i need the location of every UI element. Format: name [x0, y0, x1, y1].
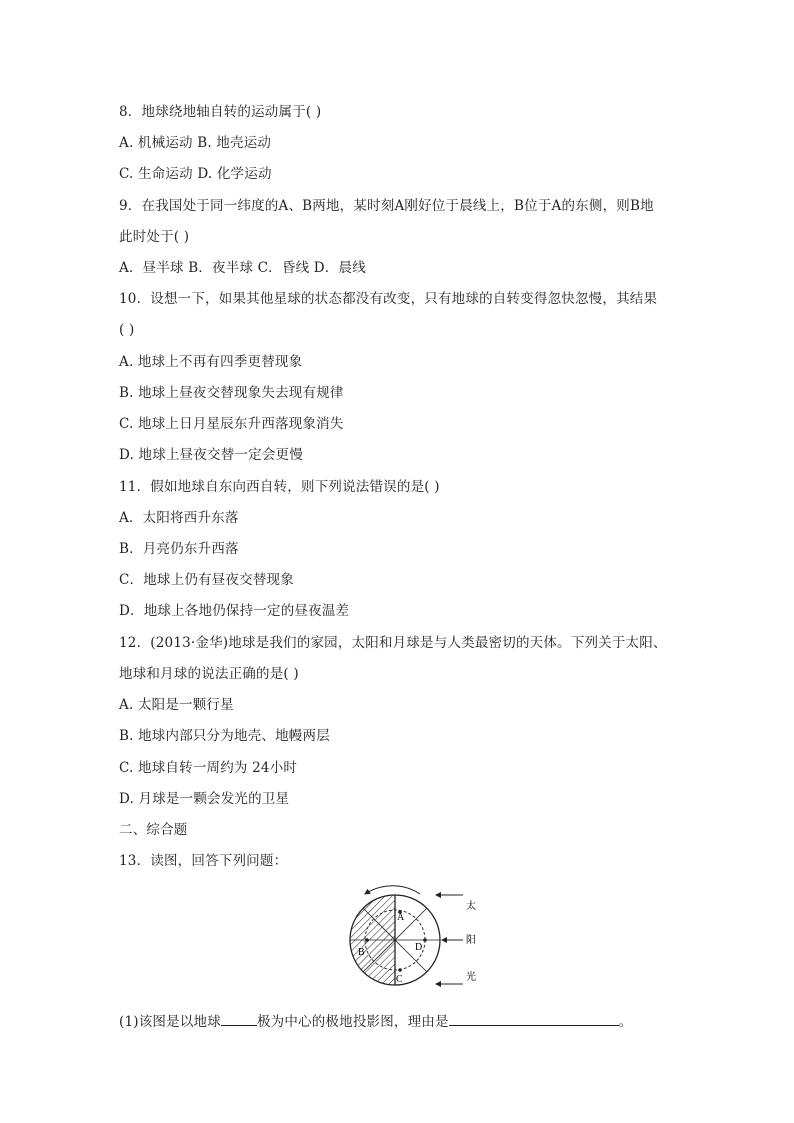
- point-c-label: C: [396, 974, 403, 985]
- question-9-stem: 9．在我国处于同一纬度的A、B两地，某时刻A刚好位于晨线上，B位于A的东侧，则B地: [119, 198, 654, 214]
- point-c-dot: [398, 968, 402, 972]
- point-d-dot: [423, 938, 427, 942]
- question-13-part-1: [119, 1013, 632, 1031]
- question-12-option-d: D. 月球是一颗会发光的卫星: [119, 791, 290, 807]
- point-a-label: A: [397, 912, 405, 923]
- question-11-option-c: C．地球上仍有昼夜交替现象: [119, 572, 294, 588]
- sun-label-3: 光: [466, 972, 476, 983]
- question-11-option-a: A．太阳将西升东落: [119, 510, 239, 526]
- section-heading: 二、综合题: [119, 822, 188, 838]
- question-9-options: A．昼半球 B．夜半球 C．昏线 D．晨线: [119, 260, 366, 276]
- question-8-options-cd: C. 生命运动 D. 化学运动: [119, 166, 272, 182]
- question-13-stem: 13．读图，回答下列问题：: [119, 853, 288, 869]
- part-1-middle: 极为中心的极地投影图，理由是: [256, 1014, 449, 1030]
- question-10-stem: 10．设想一下，如果其他星球的状态都没有改变，只有地球的自转变得忽快忽慢，其结果: [119, 291, 658, 307]
- rotation-arrow: [365, 886, 420, 894]
- question-10-option-d: D. 地球上昼夜交替一定会更慢: [119, 447, 303, 463]
- part-1-prefix: (1)该图是以地球: [119, 1014, 221, 1030]
- answer-blank-reason[interactable]: [449, 1013, 619, 1026]
- answer-blank-pole[interactable]: [221, 1013, 257, 1026]
- question-10-stem-cont: ( ): [119, 322, 135, 338]
- question-12-stem: 12．(2013·金华)地球是我们的家园，太阳和月球是与人类最密切的天体。下列关于太阳、: [119, 635, 667, 651]
- question-12-stem-cont: 地球和月球的说法正确的是( ): [119, 666, 299, 682]
- question-12-option-b: B. 地球内部只分为地壳、地幔两层: [119, 728, 330, 744]
- question-9-stem-cont: 此时处于( ): [119, 229, 190, 245]
- polar-projection-figure: [330, 880, 480, 990]
- question-11-option-d: D．地球上各地仍保持一定的昼夜温差: [119, 603, 350, 619]
- question-8-options-ab: A. 机械运动 B. 地壳运动: [119, 135, 272, 151]
- question-10-option-b: B. 地球上昼夜交替现象失去现有规律: [119, 385, 344, 401]
- question-10-option-c: C. 地球上日月星辰东升西落现象消失: [119, 416, 344, 432]
- sun-label-1: 太: [466, 901, 476, 912]
- question-10-option-a: A. 地球上不再有四季更替现象: [119, 354, 303, 370]
- question-12-option-a: A. 太阳是一颗行星: [119, 697, 234, 713]
- question-11-stem: 11．假如地球自东向西自转，则下列说法错误的是( ): [119, 479, 440, 495]
- question-12-option-c: C. 地球自转一周约为 24小时: [119, 760, 298, 776]
- point-d-label: D: [415, 942, 423, 953]
- question-11-option-b: B．月亮仍东升西落: [119, 541, 239, 557]
- part-1-end: 。: [618, 1014, 633, 1030]
- sun-label-2: 阳: [466, 935, 476, 946]
- question-8-stem: 8．地球绕地轴自转的运动属于( ): [119, 104, 322, 120]
- point-b-dot: [365, 938, 369, 942]
- point-b-label: B: [358, 947, 365, 958]
